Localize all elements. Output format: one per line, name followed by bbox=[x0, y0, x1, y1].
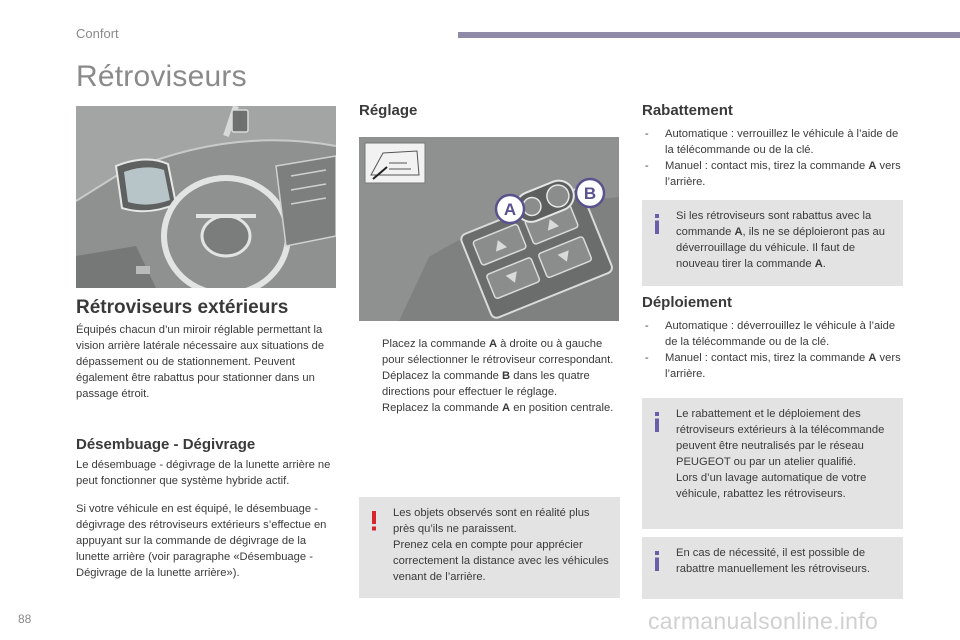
page-title: Rétroviseurs bbox=[76, 60, 247, 93]
folding-list bbox=[642, 126, 904, 190]
adjustment-steps bbox=[359, 336, 621, 416]
watermark: carmanualsonline.info bbox=[648, 608, 879, 634]
info-text-neutralize: Le rabattement et le déploiement des rétroviseurs extérieurs à la télécommande peuvent être neutralisés par le réseau PEUGEOT ou par un atelier qualifié. Lors d’un lavage automatique de votre véhicule, rabattez les rétroviseurs. bbox=[676, 408, 885, 500]
adjustment-heading: Réglage bbox=[359, 102, 418, 119]
info-box-folding bbox=[642, 200, 903, 286]
info-text-manual: En cas de nécessité, il est possible de rabattre manuellement les rétroviseurs. bbox=[676, 547, 871, 575]
info-icon bbox=[652, 412, 662, 432]
list-item: - Automatique : déverrouillez le véhicule à l’aide de la télécommande ou de la clé. bbox=[645, 320, 896, 348]
defrost-paragraph-2: Si votre véhicule en est équipé, le désembuage - dégivrage des rétroviseurs extérieurs s’effectue en appuyant sur la commande de dégivrage de la lunette arrière (voir paragraphe «Désembuage - Dégivrage de la lunette arrière»). bbox=[76, 503, 327, 579]
list-item: - Manuel : contact mis, tirez la commande A vers l’arrière. bbox=[645, 160, 901, 188]
info-text-folding: Si les rétroviseurs sont rabattus avec la commande A, ils ne se déploieront pas au déverrouillage du véhicule. Il faut de nouveau tirer la commande A. bbox=[676, 210, 885, 270]
unfolding-heading: Déploiement bbox=[642, 294, 733, 311]
defrost-heading: Désembuage - Dégivrage bbox=[76, 436, 256, 453]
exterior-mirrors-heading: Rétroviseurs extérieurs bbox=[76, 297, 289, 318]
warning-box bbox=[359, 497, 620, 598]
info-box-manual bbox=[642, 537, 903, 599]
exclamation-icon bbox=[369, 511, 379, 531]
list-item: Déplacez la commande B dans les quatre directions pour effectuer le réglage. bbox=[382, 370, 590, 398]
header-accent-bar bbox=[458, 32, 960, 38]
list-item: - Manuel : contact mis, tirez la commande A vers l’arrière. bbox=[645, 352, 901, 380]
page-number: 88 bbox=[18, 612, 32, 626]
info-box-neutralize bbox=[642, 398, 903, 529]
callout-b: B bbox=[583, 184, 597, 203]
info-icon bbox=[652, 214, 662, 234]
dash-bullet: - bbox=[645, 128, 649, 140]
list-item: Replacez la commande A en position centrale. bbox=[382, 402, 614, 414]
dash-bullet: - bbox=[645, 320, 649, 332]
section-label: Confort bbox=[76, 26, 119, 41]
car-interior-drawing bbox=[76, 106, 336, 288]
mirror-control-illustration bbox=[359, 137, 619, 321]
unfolding-list bbox=[642, 318, 904, 382]
warning-text: Les objets observés sont en réalité plus près qu’ils ne paraissent. Prenez cela en compte pour apprécier correctement la distance avec les véhicules venant de l’arrière. bbox=[393, 507, 609, 583]
dash-bullet: - bbox=[645, 352, 649, 364]
dash-bullet: - bbox=[645, 160, 649, 172]
folding-heading: Rabattement bbox=[642, 102, 733, 119]
exterior-mirrors-paragraph: Équipés chacun d’un miroir réglable permettant la vision arrière latérale nécessaire aux situations de dépassement ou de stationnement. Peuvent également être rabattus pour stationner dans un passage étroit. bbox=[76, 324, 325, 400]
list-item: Placez la commande A à droite ou à gauche pour sélectionner le rétroviseur correspondant. bbox=[382, 338, 614, 366]
car-interior-illustration bbox=[76, 106, 336, 288]
mirror-control-drawing bbox=[359, 137, 619, 321]
list-item: - Automatique : verrouillez le véhicule à l’aide de la télécommande ou de la clé. bbox=[645, 128, 899, 156]
callout-a: A bbox=[503, 200, 517, 219]
info-icon bbox=[652, 551, 662, 571]
defrost-paragraph-1: Le désembuage - dégivrage de la lunette arrière ne peut fonctionner que système hybride actif. bbox=[76, 459, 331, 487]
